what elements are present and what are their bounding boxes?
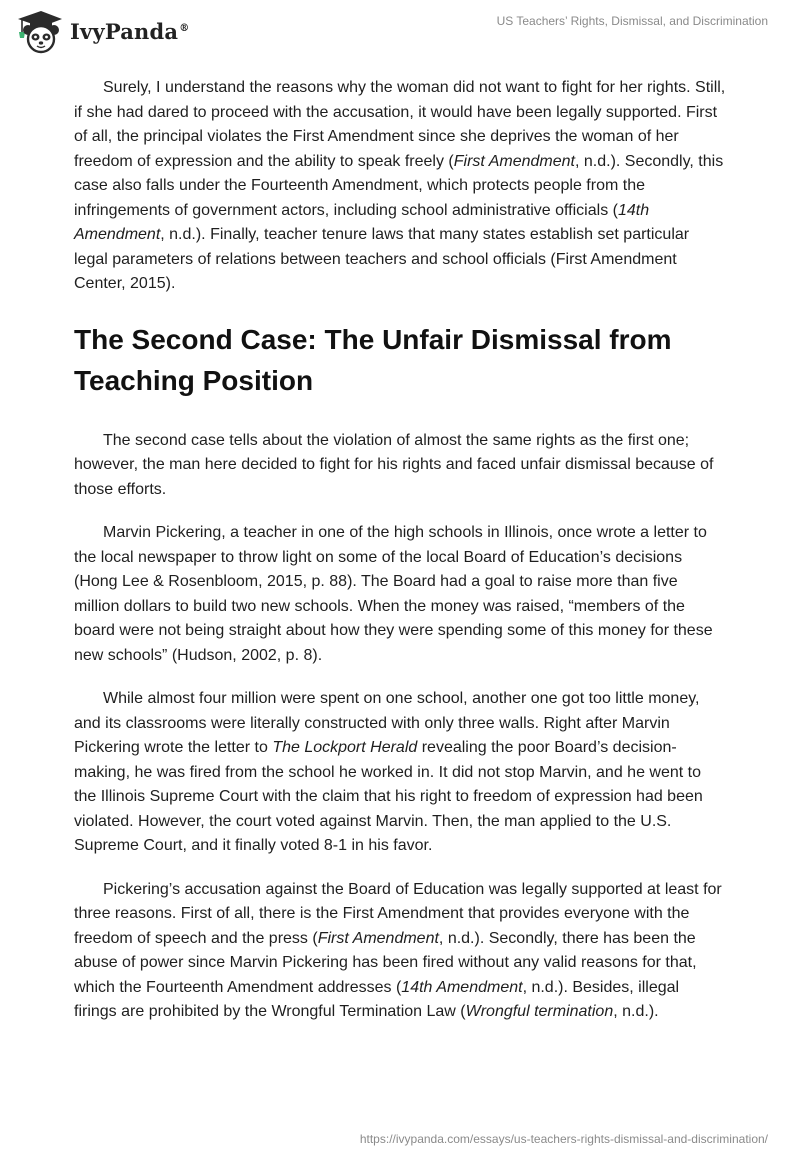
article-body	[74, 76, 726, 1044]
text-run: The second case tells about the violation of almost the same rights as the first one; however, the man here decided to fight for his rights and faced unfair dismissal because of those efforts.	[74, 431, 714, 498]
citation-italic: Wrongful termination	[465, 1003, 614, 1020]
citation-italic: The Lockport Herald	[272, 739, 418, 756]
text-run: revealing the poor Board’s decision-making, he was fired from the school he worked in. It did not stop Marvin, and he went to the Illinois Supreme Court with the claim that his right to freedom of expression had been violated. However, the court voted against Marvin. Then, the man applied to the U.S. Supreme Court, and it finally voted 8-1 in his favor.	[74, 739, 703, 854]
text-run: , n.d.).	[613, 1003, 659, 1020]
text-run: , n.d.). Secondly, there has been the abuse of power since Marvin Pickering has been fired without any valid reasons for that, which the Fourteenth Amendment addresses (	[74, 929, 697, 996]
text-run: Pickering’s accusation against the Board of Education was legally supported at least for three reasons. First of all, there is the First Amendment that provides everyone with the freedom of speech and the press (	[74, 880, 722, 947]
text-run: Surely, I understand the reasons why the woman did not want to fight for her rights. Still, if she had dared to proceed with the accusation, it would have been legally supported. First of all, the principal violates the First Amendment since she deprives the woman of her freedom of expression and the ability to speak freely (	[74, 79, 726, 170]
brand-name: IvyPanda®	[70, 18, 190, 44]
brand-logo[interactable]	[14, 8, 189, 54]
paragraph-pickering-letter	[74, 521, 726, 668]
text-run: , n.d.). Besides, illegal firings are prohibited by the Wrongful Termination Law (	[74, 978, 680, 1020]
registered-mark: ®	[179, 22, 190, 34]
text-run: While almost four million were spent on one school, another one got too little money, and its classrooms were literally constructed with only three walls. Right after Marvin Pickering wrote the letter to	[74, 690, 700, 756]
citation-italic: First Amendment	[317, 929, 439, 947]
panda-graduation-cap-icon	[14, 8, 64, 54]
page-header	[0, 0, 800, 60]
document-title: US Teachers’ Rights, Dismissal, and Discrimination	[496, 14, 768, 28]
paragraph-second-case-intro	[74, 429, 726, 503]
citation-italic: 14th Amendment	[74, 201, 650, 243]
paragraph-legal-reasons	[74, 878, 726, 1025]
text-run: , n.d.). Secondly, this case also falls under the Fourteenth Amendment, which protects people from the infringements of government actors, including school administrative officials (	[74, 152, 724, 219]
paragraph-first-case-legal-support	[74, 76, 726, 297]
paragraph-court-cases	[74, 687, 726, 859]
section-heading-second-case: The Second Case: The Unfair Dismissal from Teaching Position	[74, 323, 672, 396]
citation-italic: First Amendment	[453, 152, 575, 170]
text-run: , n.d.). Finally, teacher tenure laws that many states establish set particular legal parameters of relations between teachers and school officials (First Amendment Center, 2015).	[74, 226, 690, 292]
source-url[interactable]: https://ivypanda.com/essays/us-teachers-rights-dismissal-and-discrimination/	[359, 1132, 768, 1146]
text-run: Marvin Pickering, a teacher in one of the high schools in Illinois, once wrote a letter to the local newspaper to throw light on some of the local Board of Education’s decisions (Hong Lee & Rosenbloom, 2015, p. 88). The Board had a goal to raise more than five million dollars to build two new schools. When the money was raised, “members of the board were not being straight about how they were spending some of this money for these new schools” (Hudson, 2002, p. 8).	[74, 524, 713, 664]
citation-italic: 14th Amendment	[401, 978, 523, 996]
